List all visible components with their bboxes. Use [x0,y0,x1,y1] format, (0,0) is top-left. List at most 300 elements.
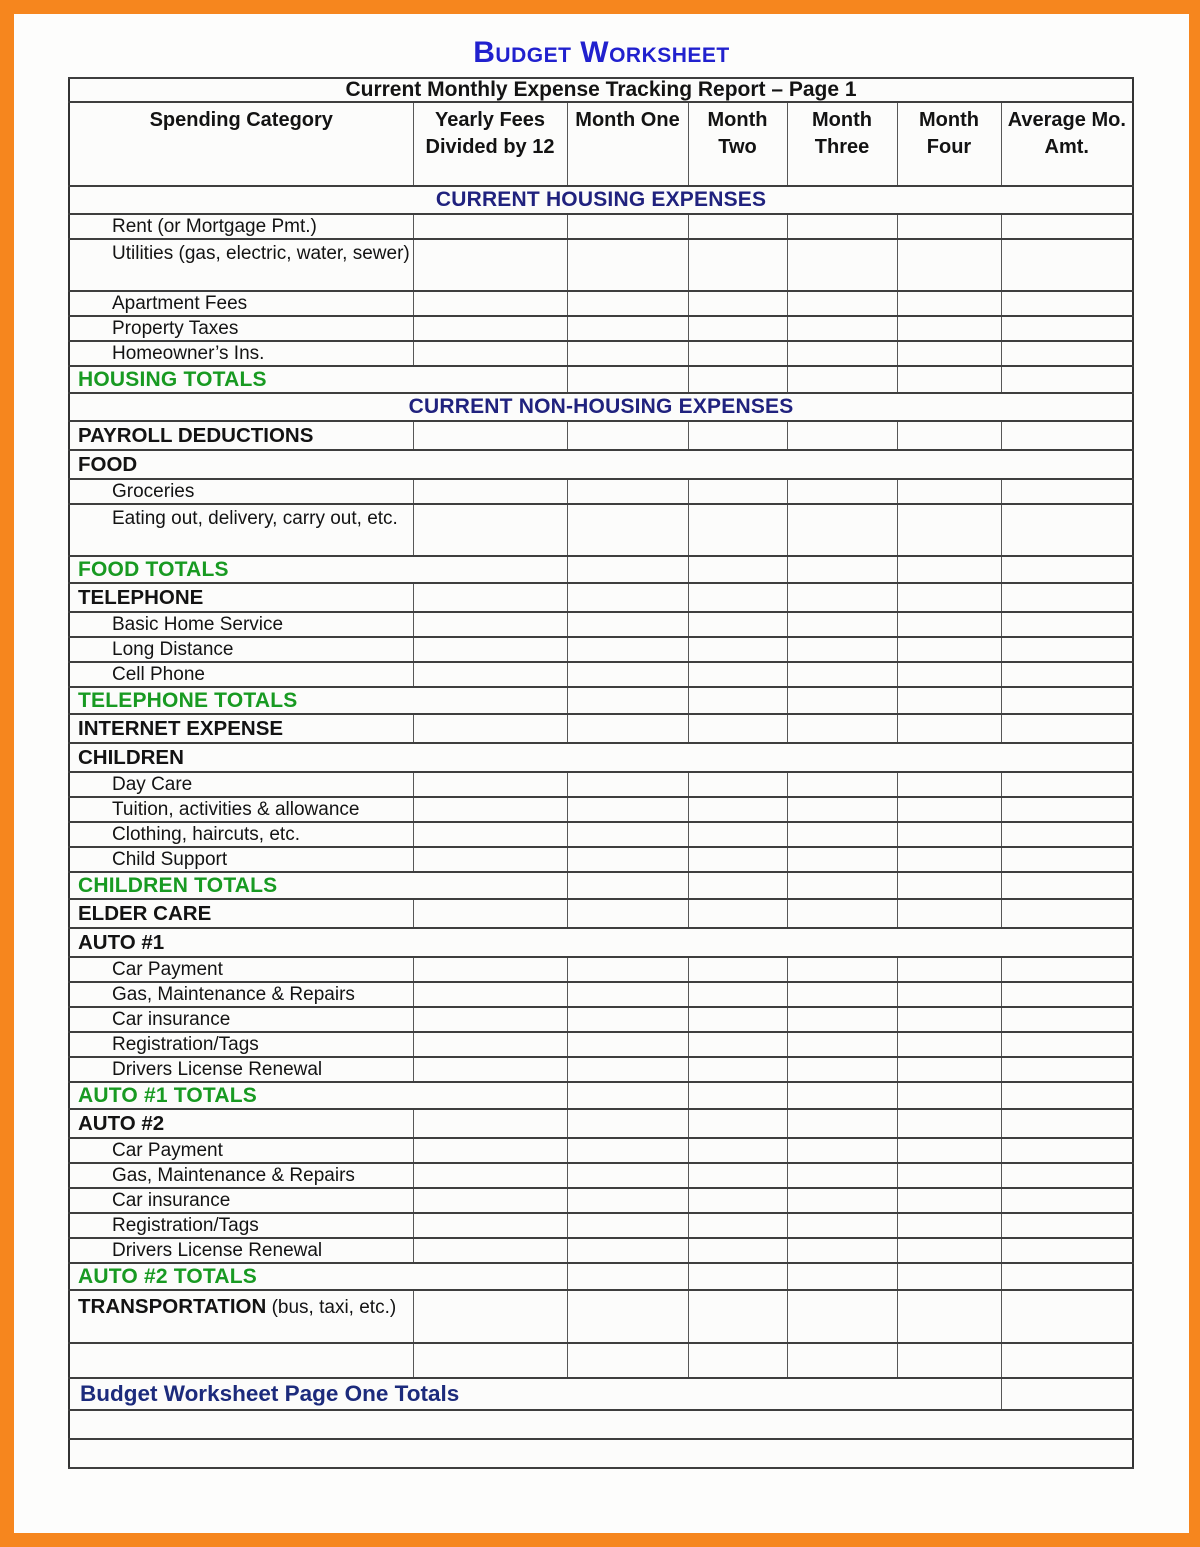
amount-cell [567,1290,688,1343]
amount-cell [787,556,897,583]
amount-cell [567,1057,688,1082]
amount-cell [567,291,688,316]
row-label: INTERNET EXPENSE [69,714,413,743]
row-label: PAYROLL DEDUCTIONS [69,421,413,450]
amount-cell [1001,797,1133,822]
amount-cell [567,1109,688,1138]
amount-cell [567,504,688,556]
row-label: Car insurance [69,1188,413,1213]
amount-cell [787,899,897,928]
column-header-month-three: Month Three [787,102,897,186]
amount-cell [897,479,1001,504]
amount-cell [413,772,567,797]
amount-cell [413,291,567,316]
amount-cell [688,872,787,899]
column-header-yearly-fees: Yearly Fees Divided by 12 [413,102,567,186]
amount-cell [567,316,688,341]
amount-cell [688,1290,787,1343]
amount-cell [1001,1290,1133,1343]
amount-cell [413,1290,567,1343]
amount-cell [787,847,897,872]
amount-cell [1001,1007,1133,1032]
amount-cell [413,316,567,341]
table-row [69,1343,1133,1378]
amount-cell [413,1057,567,1082]
amount-cell [413,1109,567,1138]
amount-cell [787,583,897,612]
amount-cell [897,1032,1001,1057]
amount-cell [413,1343,567,1378]
amount-cell [897,316,1001,341]
table-row [69,316,1133,341]
amount-cell [1001,1138,1133,1163]
amount-cell [1001,1032,1133,1057]
amount-cell [1001,957,1133,982]
amount-cell [897,612,1001,637]
amount-cell [787,872,897,899]
table-row [69,186,1133,214]
amount-cell [1001,637,1133,662]
amount-cell [1001,872,1133,899]
report-title: Current Monthly Expense Tracking Report – Page 1 [69,78,1133,102]
amount-cell [897,957,1001,982]
amount-cell [1001,847,1133,872]
row-label: AUTO #2 [69,1109,413,1138]
amount-cell [567,662,688,687]
amount-cell [787,957,897,982]
row-label: Homeowner’s Ins. [69,341,413,366]
amount-cell [1001,714,1133,743]
table-row [69,504,1133,556]
amount-cell [897,239,1001,291]
amount-cell [413,612,567,637]
report-title-row [69,78,1133,102]
amount-cell [567,772,688,797]
amount-cell [1001,1343,1133,1378]
table-row [69,928,1133,957]
amount-cell [897,1138,1001,1163]
amount-cell [897,1007,1001,1032]
empty-row-cell [69,1439,1133,1468]
amount-cell [567,1213,688,1238]
amount-cell [688,1109,787,1138]
amount-cell [567,341,688,366]
amount-cell [1001,239,1133,291]
amount-cell [787,1109,897,1138]
amount-cell [897,291,1001,316]
row-label: Car Payment [69,1138,413,1163]
amount-cell [897,366,1001,393]
amount-cell [567,899,688,928]
amount-cell [1001,1057,1133,1082]
row-label: CHILDREN TOTALS [69,872,567,899]
table-row [69,637,1133,662]
amount-cell [413,957,567,982]
table-row [69,899,1133,928]
amount-cell [688,239,787,291]
row-label [69,1290,413,1343]
amount-cell [897,1263,1001,1290]
table-row [69,662,1133,687]
amount-cell [1001,1163,1133,1188]
amount-cell [1001,421,1133,450]
amount-cell [688,797,787,822]
amount-cell [787,797,897,822]
amount-cell [1001,687,1133,714]
amount-cell [413,1213,567,1238]
table-row [69,1032,1133,1057]
amount-cell [413,847,567,872]
amount-cell [1001,1378,1133,1410]
amount-cell [897,847,1001,872]
amount-cell [688,957,787,982]
row-label: Basic Home Service [69,612,413,637]
amount-cell [787,1163,897,1188]
amount-cell [787,687,897,714]
amount-cell [897,1343,1001,1378]
amount-cell [897,504,1001,556]
amount-cell [567,1032,688,1057]
amount-cell [688,583,787,612]
amount-cell [413,214,567,239]
amount-cell [1001,341,1133,366]
table-row [69,847,1133,872]
amount-cell [567,583,688,612]
table-row [69,214,1133,239]
row-label: Apartment Fees [69,291,413,316]
amount-cell [897,583,1001,612]
amount-cell [688,1057,787,1082]
table-row [69,1163,1133,1188]
amount-cell [567,1082,688,1109]
amount-cell [567,214,688,239]
amount-cell [787,1007,897,1032]
amount-cell [1001,612,1133,637]
table-row [69,421,1133,450]
table-row [69,583,1133,612]
amount-cell [688,421,787,450]
amount-cell [787,214,897,239]
amount-cell [787,714,897,743]
amount-cell [413,1188,567,1213]
amount-cell [688,1032,787,1057]
amount-cell [688,1007,787,1032]
amount-cell [567,797,688,822]
table-row [69,1188,1133,1213]
amount-cell [688,637,787,662]
row-label: TELEPHONE TOTALS [69,687,567,714]
row-label: Tuition, activities & allowance [69,797,413,822]
amount-cell [897,1290,1001,1343]
row-label: Child Support [69,847,413,872]
row-label: Cell Phone [69,662,413,687]
table-row [69,687,1133,714]
amount-cell [567,1163,688,1188]
row-label: Registration/Tags [69,1032,413,1057]
row-label: ELDER CARE [69,899,413,928]
table-row [69,291,1133,316]
amount-cell [1001,583,1133,612]
amount-cell [897,872,1001,899]
row-label: Budget Worksheet Page One Totals [69,1378,1001,1410]
amount-cell [787,316,897,341]
row-label: Car insurance [69,1007,413,1032]
amount-cell [688,316,787,341]
row-label: Gas, Maintenance & Repairs [69,1163,413,1188]
table-row [69,714,1133,743]
amount-cell [688,1263,787,1290]
amount-cell [1001,366,1133,393]
amount-cell [688,1213,787,1238]
amount-cell [787,822,897,847]
table-row [69,872,1133,899]
row-label: AUTO #1 [69,928,1133,957]
table-row [69,982,1133,1007]
row-label: Car Payment [69,957,413,982]
amount-cell [1001,662,1133,687]
amount-cell [413,637,567,662]
amount-cell [787,504,897,556]
row-label: FOOD TOTALS [69,556,567,583]
worksheet-table [68,77,1134,1469]
amount-cell [688,847,787,872]
table-row [69,556,1133,583]
amount-cell [413,1163,567,1188]
column-header-spending-category: Spending Category [69,102,413,186]
amount-cell [413,982,567,1007]
amount-cell [1001,1188,1133,1213]
row-label: Registration/Tags [69,1213,413,1238]
row-label: Groceries [69,479,413,504]
table-row [69,1290,1133,1343]
amount-cell [413,1032,567,1057]
amount-cell [688,822,787,847]
amount-cell [897,714,1001,743]
amount-cell [897,556,1001,583]
amount-cell [688,662,787,687]
amount-cell [897,899,1001,928]
amount-cell [787,1263,897,1290]
row-label: Gas, Maintenance & Repairs [69,982,413,1007]
amount-cell [787,421,897,450]
amount-cell [1001,1109,1133,1138]
amount-cell [897,1163,1001,1188]
section-header: CURRENT NON-HOUSING EXPENSES [69,393,1133,421]
empty-label-cell [69,1343,413,1378]
amount-cell [787,662,897,687]
table-row [69,341,1133,366]
table-row [69,1263,1133,1290]
table-row [69,479,1133,504]
amount-cell [688,291,787,316]
table-row [69,239,1133,291]
page-title: Budget Worksheet [473,36,730,69]
table-row [69,366,1133,393]
amount-cell [787,637,897,662]
amount-cell [688,982,787,1007]
amount-cell [787,1238,897,1263]
amount-cell [1001,982,1133,1007]
column-header-row [69,102,1133,186]
amount-cell [1001,214,1133,239]
amount-cell [787,612,897,637]
table-row [69,1378,1133,1410]
table-row [69,1410,1133,1439]
amount-cell [567,556,688,583]
table-row [69,957,1133,982]
amount-cell [897,1082,1001,1109]
amount-cell [787,1213,897,1238]
row-label: Rent (or Mortgage Pmt.) [69,214,413,239]
amount-cell [413,239,567,291]
amount-cell [688,612,787,637]
amount-cell [897,797,1001,822]
table-row [69,1082,1133,1109]
table-row [69,1439,1133,1468]
amount-cell [567,872,688,899]
amount-cell [413,341,567,366]
table-row [69,772,1133,797]
amount-cell [1001,1238,1133,1263]
amount-cell [1001,291,1133,316]
amount-cell [688,504,787,556]
amount-cell [567,1138,688,1163]
row-label: AUTO #1 TOTALS [69,1082,567,1109]
row-label: Clothing, haircuts, etc. [69,822,413,847]
amount-cell [787,1188,897,1213]
amount-cell [897,214,1001,239]
empty-row-cell [69,1410,1133,1439]
amount-cell [688,1238,787,1263]
amount-cell [413,479,567,504]
amount-cell [787,291,897,316]
amount-cell [567,957,688,982]
amount-cell [688,772,787,797]
amount-cell [413,421,567,450]
amount-cell [688,687,787,714]
amount-cell [413,899,567,928]
amount-cell [688,556,787,583]
table-row [69,1057,1133,1082]
amount-cell [413,583,567,612]
amount-cell [688,214,787,239]
amount-cell [567,822,688,847]
amount-cell [1001,504,1133,556]
amount-cell [1001,316,1133,341]
amount-cell [413,797,567,822]
amount-cell [688,1082,787,1109]
row-label: TELEPHONE [69,583,413,612]
amount-cell [897,1057,1001,1082]
row-label: FOOD [69,450,1133,479]
amount-cell [787,1082,897,1109]
amount-cell [897,421,1001,450]
amount-cell [787,479,897,504]
row-label-bold-part: TRANSPORTATION [78,1295,267,1319]
amount-cell [897,1238,1001,1263]
table-row [69,1138,1133,1163]
amount-cell [787,1057,897,1082]
table-row [69,450,1133,479]
amount-cell [413,1007,567,1032]
amount-cell [688,1163,787,1188]
amount-cell [688,479,787,504]
amount-cell [1001,1213,1133,1238]
amount-cell [1001,899,1133,928]
amount-cell [567,687,688,714]
amount-cell [787,239,897,291]
table-row [69,1213,1133,1238]
column-header-month-one: Month One [567,102,688,186]
amount-cell [413,1138,567,1163]
row-label: HOUSING TOTALS [69,366,567,393]
amount-cell [413,822,567,847]
amount-cell [897,637,1001,662]
amount-cell [567,1188,688,1213]
amount-cell [897,1213,1001,1238]
row-label: Property Taxes [69,316,413,341]
amount-cell [787,1138,897,1163]
amount-cell [897,662,1001,687]
row-label: Eating out, delivery, carry out, etc. [69,504,413,556]
row-label-normal-part: (bus, taxi, etc.) [266,1297,397,1319]
amount-cell [413,714,567,743]
row-label: AUTO #2 TOTALS [69,1263,567,1290]
table-row [69,1238,1133,1263]
amount-cell [567,637,688,662]
amount-cell [413,662,567,687]
amount-cell [567,421,688,450]
amount-cell [1001,822,1133,847]
table-row [69,1109,1133,1138]
column-header-month-two: Month Two [688,102,787,186]
amount-cell [787,366,897,393]
row-label: Utilities (gas, electric, water, sewer) [69,239,413,291]
row-label: Drivers License Renewal [69,1057,413,1082]
column-header-month-four: Month Four [897,102,1001,186]
amount-cell [567,612,688,637]
amount-cell [413,1238,567,1263]
amount-cell [787,1343,897,1378]
amount-cell [1001,556,1133,583]
table-row [69,822,1133,847]
table-row [69,743,1133,772]
amount-cell [688,714,787,743]
amount-cell [787,341,897,366]
column-header-average: Average Mo. Amt. [1001,102,1133,186]
amount-cell [567,714,688,743]
table-row [69,612,1133,637]
amount-cell [787,1290,897,1343]
amount-cell [567,479,688,504]
row-label: Long Distance [69,637,413,662]
row-label: CHILDREN [69,743,1133,772]
amount-cell [897,1109,1001,1138]
amount-cell [897,341,1001,366]
amount-cell [1001,1263,1133,1290]
amount-cell [688,1138,787,1163]
amount-cell [688,366,787,393]
section-header: CURRENT HOUSING EXPENSES [69,186,1133,214]
amount-cell [567,239,688,291]
amount-cell [567,1263,688,1290]
amount-cell [787,772,897,797]
amount-cell [688,899,787,928]
amount-cell [1001,1082,1133,1109]
amount-cell [567,847,688,872]
table-row [69,1007,1133,1032]
amount-cell [787,982,897,1007]
